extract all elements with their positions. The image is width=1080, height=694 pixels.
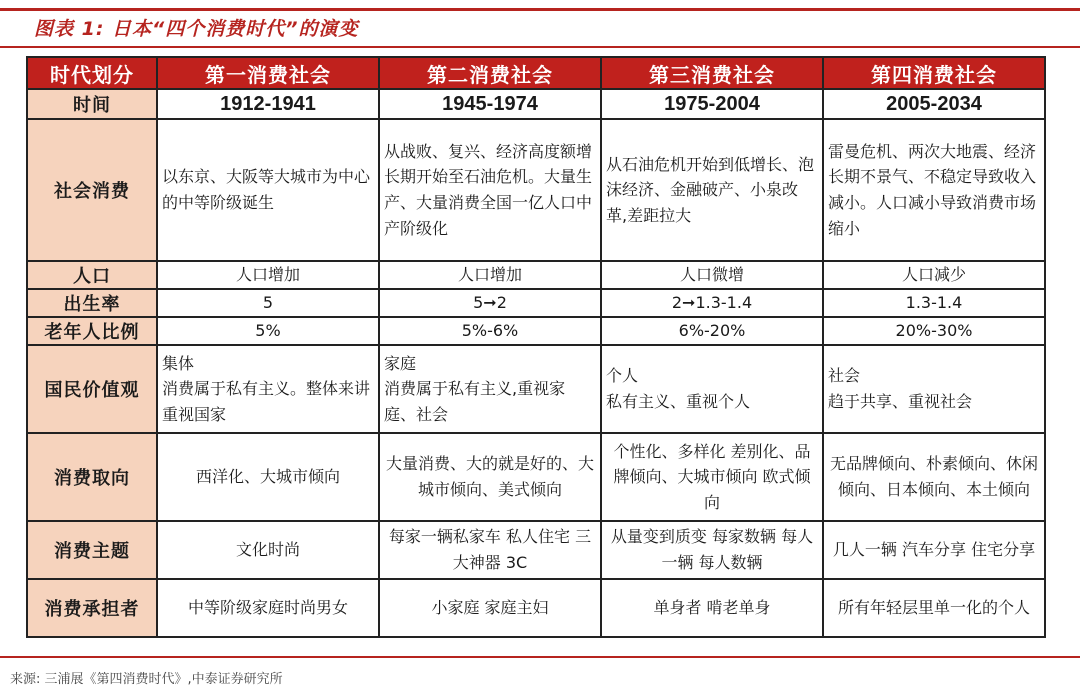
header-row: [27, 57, 1045, 89]
population-cell: 人口微增: [601, 261, 823, 289]
values-description: 趋于共享、重视社会: [828, 392, 973, 411]
elderly-cell: 20%-30%: [823, 317, 1045, 345]
consumer-bearer-row: [27, 579, 1045, 637]
row-label-bearer: 消费承担者: [27, 579, 157, 637]
title-underline: [0, 46, 1080, 48]
values-description: 消费属于私有主义。整体来讲重视国家: [162, 379, 371, 424]
social-cell: 以东京、大阪等大城市为中心的中等阶级诞生: [157, 119, 379, 261]
time-cell: 1945-1974: [379, 89, 601, 119]
bearer-cell: 所有年轻层里单一化的个人: [823, 579, 1045, 637]
birth-cell: 2➞1.3-1.4: [601, 289, 823, 317]
elderly-cell: 5%: [157, 317, 379, 345]
birth-rate-row: [27, 289, 1045, 317]
header-third-society: 第三消费社会: [601, 57, 823, 89]
row-label-social: 社会消费: [27, 119, 157, 261]
values-keyword: 家庭: [384, 353, 417, 373]
social-cell: 从石油危机开始到低增长、泡沫经济、金融破产、小泉改革,差距拉大: [601, 119, 823, 261]
social-cell: 雷曼危机、两次大地震、经济长期不景气、不稳定导致收入减小。人口减小导致消费市场缩小: [823, 119, 1045, 261]
values-cell: [379, 345, 601, 433]
orientation-cell: 西洋化、大城市倾向: [157, 433, 379, 521]
national-values-row: [27, 345, 1045, 433]
time-row: [27, 89, 1045, 119]
values-keyword: 社会: [828, 366, 861, 386]
header-second-society: 第二消费社会: [379, 57, 601, 89]
orientation-cell: 无品牌倾向、朴素倾向、休闲倾向、日本倾向、本土倾向: [823, 433, 1045, 521]
orientation-cell: 大量消费、大的就是好的、大城市倾向、美式倾向: [379, 433, 601, 521]
bearer-cell: 单身者 啃老单身: [601, 579, 823, 637]
values-cell: [823, 345, 1045, 433]
values-keyword: 个人: [606, 366, 639, 386]
top-rule: [0, 8, 1080, 11]
orientation-cell: 个性化、多样化 差别化、品牌倾向、大城市倾向 欧式倾向: [601, 433, 823, 521]
values-cell: [157, 345, 379, 433]
values-cell: [601, 345, 823, 433]
theme-cell: 几人一辆 汽车分享 住宅分享: [823, 521, 1045, 579]
time-cell: 2005-2034: [823, 89, 1045, 119]
row-label-orientation: 消费取向: [27, 433, 157, 521]
row-label-values: 国民价值观: [27, 345, 157, 433]
source-note: 来源: 三浦展《第四消费时代》,中泰证券研究所: [10, 672, 283, 687]
elderly-ratio-row: [27, 317, 1045, 345]
row-label-time: 时间: [27, 89, 157, 119]
social-cell: 从战败、复兴、经济高度额增长期开始至石油危机。大量生产、大量消费全国一亿人口中产阶级化: [379, 119, 601, 261]
time-cell: 1912-1941: [157, 89, 379, 119]
row-label-elderly: 老年人比例: [27, 317, 157, 345]
elderly-cell: 5%-6%: [379, 317, 601, 345]
population-cell: 人口增加: [157, 261, 379, 289]
theme-cell: 文化时尚: [157, 521, 379, 579]
birth-cell: 1.3-1.4: [823, 289, 1045, 317]
bearer-cell: 小家庭 家庭主妇: [379, 579, 601, 637]
header-fourth-society: 第四消费社会: [823, 57, 1045, 89]
row-label-birth: 出生率: [27, 289, 157, 317]
elderly-cell: 6%-20%: [601, 317, 823, 345]
time-cell: 1975-2004: [601, 89, 823, 119]
theme-cell: 每家一辆私家车 私人住宅 三大神器 3C: [379, 521, 601, 579]
values-description: 消费属于私有主义,重视家庭、社会: [384, 379, 566, 424]
figure-title: 图表 1: 日本“四个消费时代”的演变: [34, 18, 359, 40]
bottom-rule: [0, 656, 1080, 658]
consumption-era-table: [26, 56, 1046, 638]
header-first-society: 第一消费社会: [157, 57, 379, 89]
birth-cell: 5➞2: [379, 289, 601, 317]
bearer-cell: 中等阶级家庭时尚男女: [157, 579, 379, 637]
values-description: 私有主义、重视个人: [606, 392, 751, 411]
population-cell: 人口减少: [823, 261, 1045, 289]
population-cell: 人口增加: [379, 261, 601, 289]
social-consumption-row: [27, 119, 1045, 261]
row-label-theme: 消费主题: [27, 521, 157, 579]
consumption-orientation-row: [27, 433, 1045, 521]
consumption-theme-row: [27, 521, 1045, 579]
theme-cell: 从量变到质变 每家数辆 每人一辆 每人数辆: [601, 521, 823, 579]
birth-cell: 5: [157, 289, 379, 317]
row-label-population: 人口: [27, 261, 157, 289]
header-era-division: 时代划分: [27, 57, 157, 89]
population-row: [27, 261, 1045, 289]
values-keyword: 集体: [162, 353, 195, 373]
